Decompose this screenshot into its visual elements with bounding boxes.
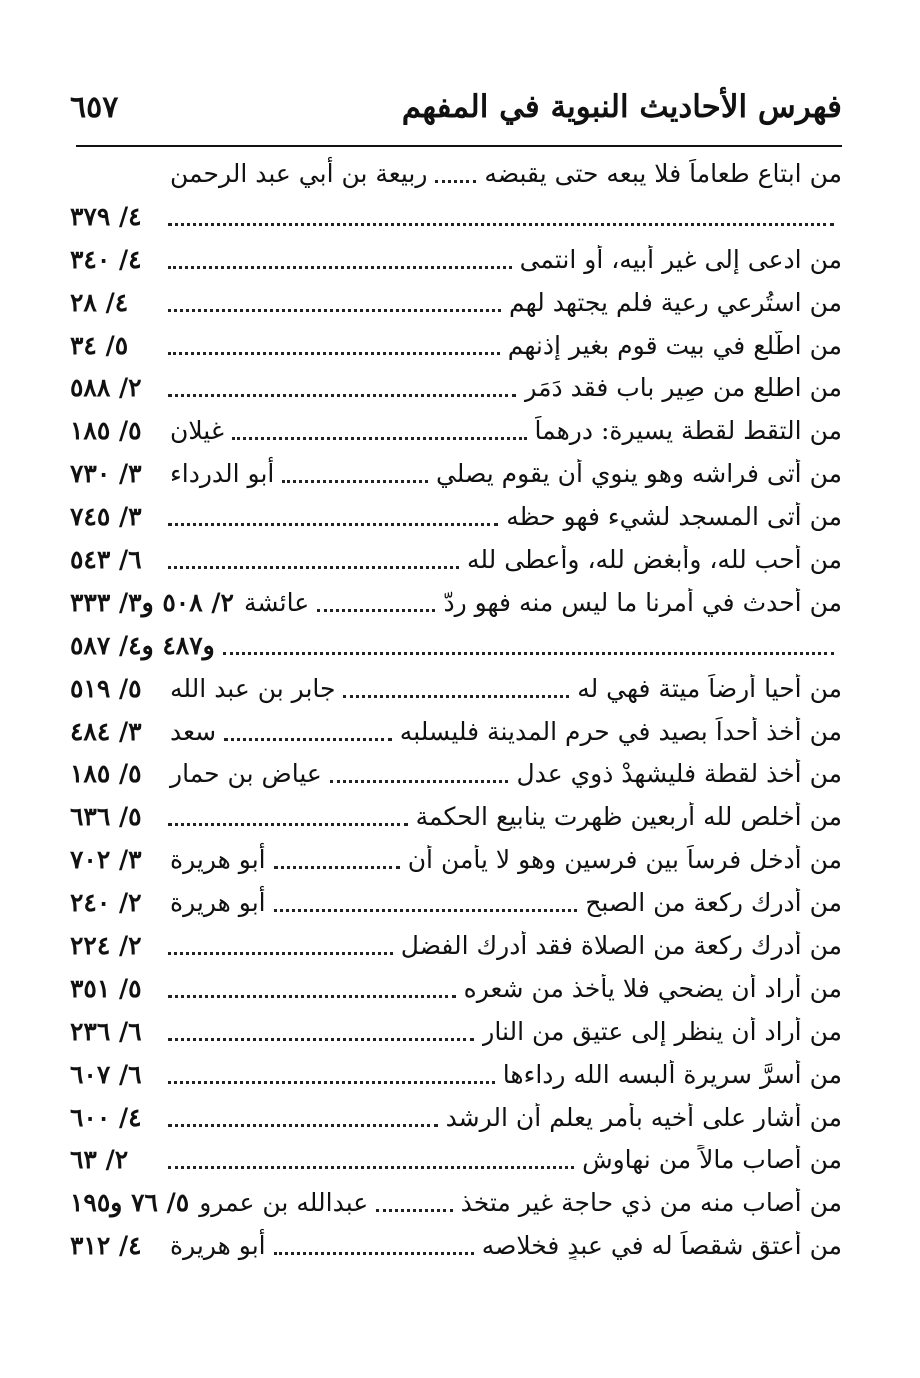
page-header	[70, 82, 842, 132]
hadith-text: من ادعى إلى غير أبيه، أو انتمى	[519, 244, 842, 274]
dot-leader	[168, 352, 500, 355]
index-entry	[70, 752, 842, 795]
index-entry	[70, 624, 842, 667]
dot-leader	[282, 480, 428, 483]
dot-leader	[274, 866, 400, 869]
hadith-text: من استُرعي رعية فلم يجتهد لهم	[508, 287, 842, 317]
dot-leader	[435, 180, 476, 183]
hadith-index-list	[70, 152, 842, 1267]
narrator-name: عبدالله بن عمرو	[199, 1188, 369, 1218]
dot-leader	[168, 823, 408, 826]
index-entry	[70, 1053, 842, 1096]
volume-page-reference: ٥/ ٣٥١	[70, 973, 142, 1003]
hadith-text: من أراد أن يضحي فلا يأخذ من شعره	[463, 973, 842, 1003]
volume-page-reference: و٤٨٧ و٤/ ٥٨٧	[70, 630, 215, 660]
dot-leader	[168, 266, 512, 269]
hadith-text: من اطلع من صِير باب فقد دَمَر	[524, 373, 842, 403]
index-entry	[70, 324, 842, 367]
narrator-name: أبو الدرداء	[170, 459, 275, 489]
hadith-text: من أخلص لله أربعين ظهرت ينابيع الحكمة	[415, 802, 842, 832]
volume-page-reference: ٦/ ٦٠٧	[70, 1059, 142, 1089]
volume-page-reference: ٤/ ٢٨	[70, 287, 129, 317]
volume-page-reference: ٤/ ٣١٢	[70, 1231, 142, 1261]
volume-page-reference: ٥/ ٧٦ و١٩٥	[70, 1188, 190, 1218]
volume-page-reference: ٤/ ٣٤٠	[70, 244, 142, 274]
dot-leader	[168, 952, 393, 955]
volume-page-reference: ٢/ ٢٤٠	[70, 888, 142, 918]
volume-page-reference: ٥/ ١٨٥	[70, 759, 142, 789]
index-entry	[70, 238, 842, 281]
volume-page-reference: ٢/ ٥٠٨ و٣/ ٣٣٣	[70, 587, 234, 617]
index-entry	[70, 967, 842, 1010]
narrator-name: عائشة	[243, 587, 310, 617]
index-entry	[70, 1138, 842, 1181]
dot-leader	[168, 1166, 574, 1169]
index-entry	[70, 667, 842, 710]
dot-leader	[168, 566, 459, 569]
volume-page-reference: ٣/ ٧٣٠	[70, 459, 142, 489]
hadith-text: من أدخل فرساً بين فرسين وهو لا يأمن أن	[407, 845, 842, 875]
volume-page-reference: ٢/ ٢٢٤	[70, 930, 142, 960]
dot-leader	[168, 1081, 495, 1084]
hadith-text: من أحدث في أمرنا ما ليس منه فهو ردّ	[443, 587, 842, 617]
dot-leader	[274, 1252, 474, 1255]
dot-leader	[274, 909, 578, 912]
index-entry	[70, 152, 842, 195]
volume-page-reference: ٢/ ٦٣	[70, 1145, 129, 1175]
index-entry	[70, 281, 842, 324]
volume-page-reference: ٣/ ٤٨٤	[70, 716, 142, 746]
hadith-text: من اطّلع في بيت قوم بغير إذنهم	[507, 330, 842, 360]
index-entry	[70, 195, 842, 238]
narrator-name: جابر بن عبد الله	[170, 673, 336, 703]
volume-page-reference: ٥/ ١٨٥	[70, 416, 142, 446]
hadith-text: من أصاب مالاً من نهاوش	[582, 1145, 842, 1175]
index-entry	[70, 924, 842, 967]
index-entry	[70, 1224, 842, 1267]
hadith-text: من أخذ لقطة فليشهدْ ذوي عدل	[516, 759, 842, 789]
hadith-text: من ابتاع طعاماً فلا يبعه حتى يقبضه	[484, 158, 842, 188]
dot-leader	[168, 223, 834, 226]
index-entry	[70, 710, 842, 753]
volume-page-reference: ٢/ ٥٨٨	[70, 373, 142, 403]
narrator-name: أبو هريرة	[170, 845, 266, 875]
dot-leader	[343, 695, 569, 698]
narrator-name: أبو هريرة	[170, 1231, 266, 1261]
hadith-text: من التقط لقطة يسيرة: درهماً	[534, 416, 842, 446]
index-entry	[70, 581, 842, 624]
volume-page-reference: ٦/ ٥٤٣	[70, 544, 142, 574]
hadith-text: من أسرَّ سريرة ألبسه الله رداءها	[502, 1059, 842, 1089]
narrator-name: عياض بن حمار	[170, 759, 322, 789]
dot-leader	[168, 523, 498, 526]
volume-page-reference: ٤/ ٣٧٩	[70, 201, 142, 231]
narrator-name: غيلان	[170, 416, 224, 446]
dot-leader	[330, 780, 509, 783]
index-entry	[70, 452, 842, 495]
hadith-text: من أتى فراشه وهو ينوي أن يقوم يصلي	[435, 459, 842, 489]
volume-page-reference: ٣/ ٧٤٥	[70, 502, 142, 532]
dot-leader	[232, 437, 527, 440]
volume-page-reference: ٤/ ٦٠٠	[70, 1102, 142, 1132]
index-entry	[70, 881, 842, 924]
index-entry	[70, 495, 842, 538]
dot-leader	[168, 1124, 438, 1127]
index-entry	[70, 366, 842, 409]
hadith-text: من أدرك ركعة من الصبح	[585, 888, 842, 918]
hadith-text: من أحب لله، وأبغض لله، وأعطى لله	[466, 544, 842, 574]
index-entry	[70, 795, 842, 838]
volume-page-reference: ٦/ ٢٣٦	[70, 1016, 142, 1046]
dot-leader	[168, 1038, 474, 1041]
dot-leader	[223, 652, 834, 655]
index-entry	[70, 409, 842, 452]
volume-page-reference: ٥/ ٦٣٦	[70, 802, 142, 832]
narrator-name: أبو هريرة	[170, 888, 266, 918]
dot-leader	[224, 738, 392, 741]
narrator-name: سعد	[170, 716, 217, 746]
dot-leader	[168, 309, 501, 312]
index-entry	[70, 1181, 842, 1224]
volume-page-reference: ٥/ ٣٤	[70, 330, 129, 360]
index-entry	[70, 538, 842, 581]
narrator-name: ربيعة بن أبي عبد الرحمن	[170, 158, 428, 188]
hadith-text: من أدرك ركعة من الصلاة فقد أدرك الفضل	[400, 930, 842, 960]
header-rule	[76, 145, 842, 147]
hadith-text: من أراد أن ينظر إلى عتيقٍ من النار	[482, 1016, 842, 1046]
hadith-text: من أشار على أخيه بأمر يعلم أن الرشد	[445, 1102, 842, 1132]
index-entry	[70, 838, 842, 881]
index-entry	[70, 1010, 842, 1053]
dot-leader	[168, 394, 516, 397]
hadith-text: من أحيا أرضاً ميتة فهي له	[577, 673, 842, 703]
volume-page-reference: ٣/ ٧٠٢	[70, 845, 142, 875]
running-title: فهرس الأحاديث النبوية في المفهم	[401, 89, 842, 125]
page-number: ٦٥٧	[70, 89, 119, 125]
dot-leader	[317, 609, 435, 612]
hadith-text: من أعتق شقصاً له في عبدٍ فخلاصه	[481, 1231, 842, 1261]
dot-leader	[168, 995, 456, 998]
volume-page-reference: ٥/ ٥١٩	[70, 673, 142, 703]
hadith-text: من أصاب منه من ذي حاجة غير متخذ	[460, 1188, 842, 1218]
hadith-text: من أخذ أحداً بصيد في حرم المدينة فليسلبه	[399, 716, 842, 746]
hadith-text: من أتى المسجد لشيء فهو حظه	[506, 502, 842, 532]
dot-leader	[376, 1209, 452, 1212]
index-entry	[70, 1096, 842, 1139]
